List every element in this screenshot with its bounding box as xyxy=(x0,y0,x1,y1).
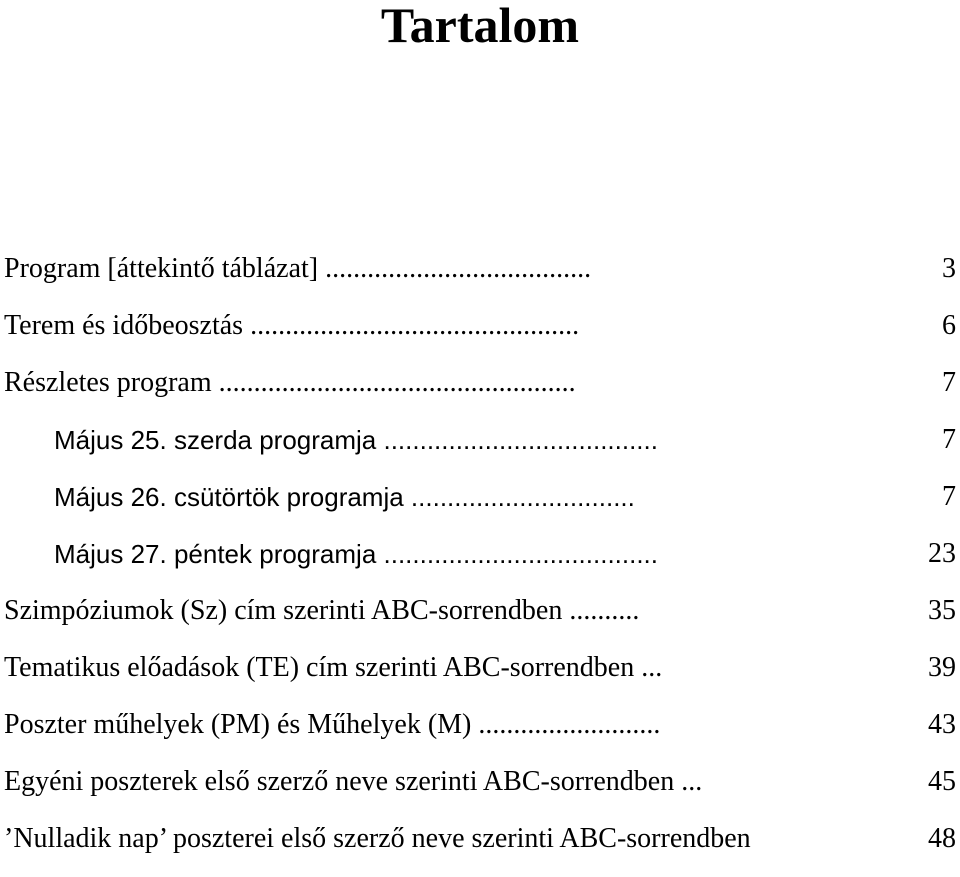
toc-entry-poster-workshops[interactable] xyxy=(0,706,960,763)
page-title: Tartalom xyxy=(380,0,580,53)
toc-entry-label: Tematikus előadások (TE) cím szerinti ABC-sorrendben ... xyxy=(4,652,663,683)
toc-entry-page: 45 xyxy=(928,766,956,797)
toc-entry-page: 7 xyxy=(942,424,956,455)
toc-entry-page: 23 xyxy=(928,538,956,569)
toc-entry-thematic-talks[interactable] xyxy=(0,649,960,706)
toc-entry-page: 7 xyxy=(942,367,956,398)
toc-entry-detailed-program[interactable] xyxy=(0,364,960,421)
toc-entry-label: Szimpóziumok (Sz) cím szerinti ABC-sorrendben .......... xyxy=(4,595,640,626)
toc-entry-day-zero-posters[interactable] xyxy=(0,820,960,877)
toc-entry-room-schedule[interactable] xyxy=(0,307,960,364)
toc-entry-page: 35 xyxy=(928,595,956,626)
toc-entry-page: 7 xyxy=(942,481,956,512)
toc-entry-may-27[interactable] xyxy=(0,535,960,592)
toc-entry-may-25[interactable] xyxy=(0,421,960,478)
toc-entry-label: Május 25. szerda programja ...................................... xyxy=(54,425,658,455)
toc-entry-label: Május 26. csütörtök programja ............................... xyxy=(54,482,635,512)
toc-entry-label: Egyéni poszterek első szerző neve szerinti ABC-sorrendben ... xyxy=(4,766,703,797)
toc-entry-label: Poszter műhelyek (PM) és Műhelyek (M) .......................... xyxy=(4,709,661,740)
toc-entry-label: Terem és időbeosztás ............................................... xyxy=(4,310,580,341)
toc-entry-page: 3 xyxy=(942,253,956,284)
toc-entry-may-26[interactable] xyxy=(0,478,960,535)
table-of-contents xyxy=(0,250,960,877)
toc-entry-label: ’Nulladik nap’ poszterei első szerző neve szerinti ABC-sorrendben xyxy=(4,823,751,854)
toc-entry-label: Május 27. péntek programja ...................................... xyxy=(54,539,659,569)
toc-entry-program-overview[interactable] xyxy=(0,250,960,307)
toc-entry-label: Részletes program ................................................... xyxy=(4,367,576,398)
toc-entry-label: Program [áttekintő táblázat] ...................................... xyxy=(4,253,592,284)
toc-entry-individual-posters[interactable] xyxy=(0,763,960,820)
toc-entry-page: 39 xyxy=(928,652,956,683)
toc-entry-symposia[interactable] xyxy=(0,592,960,649)
toc-entry-page: 48 xyxy=(928,823,956,854)
toc-entry-page: 6 xyxy=(942,310,956,341)
toc-entry-page: 43 xyxy=(928,709,956,740)
